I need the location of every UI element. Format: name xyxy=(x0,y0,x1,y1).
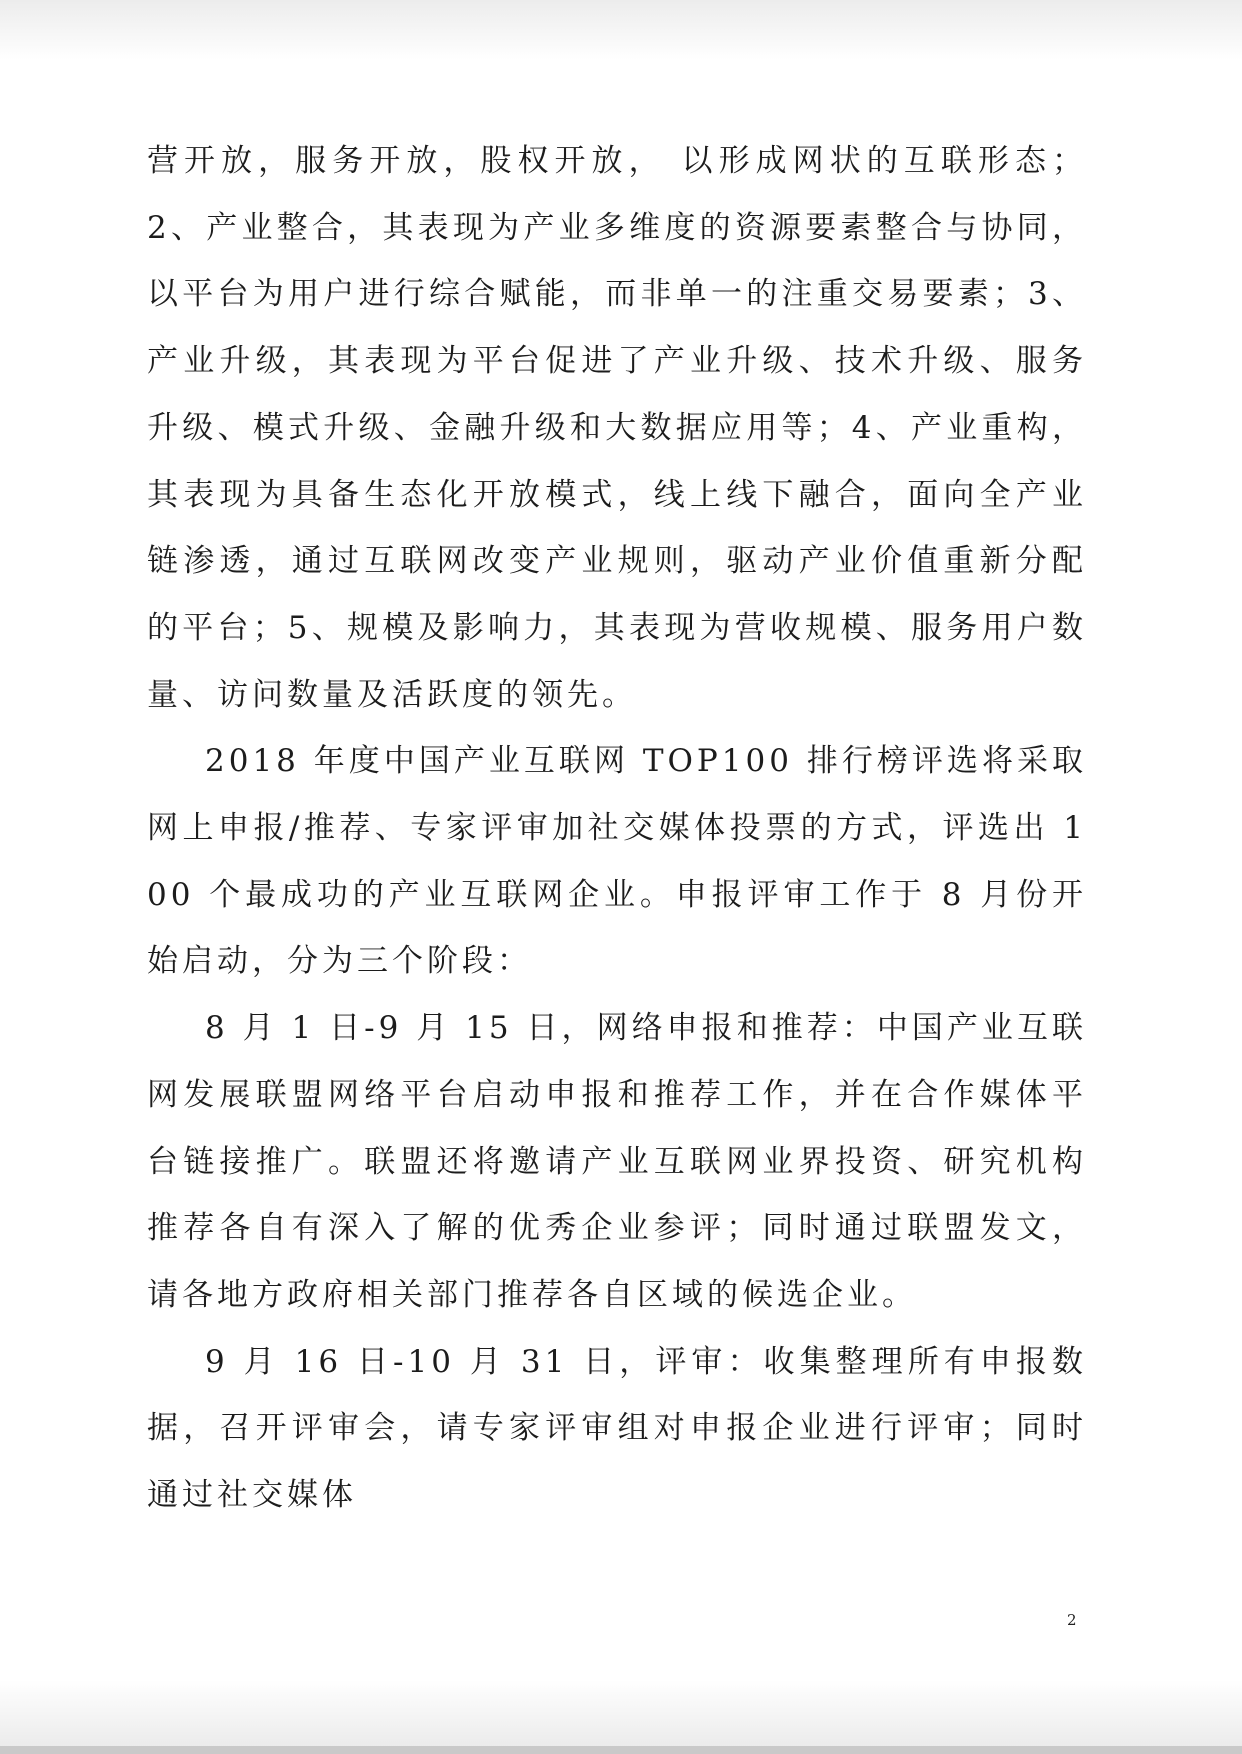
scan-edge-bottom xyxy=(0,1746,1242,1754)
scan-shadow-bottom xyxy=(0,1680,1242,1754)
paragraph-stage-1: 8 月 1 日-9 月 15 日，网络申报和推荐：中国产业互联网发展联盟网络平台启动申报和推荐工作，并在合作媒体平台链接推广。联盟还将邀请产业互联网业界投资、研究机构推荐各自有深入了解的优秀企业参评；同时通过联盟发文，请各地方政府相关部门推荐各自区域的候选企业。 xyxy=(147,1010,1087,1313)
page-number: 2 xyxy=(1067,1611,1077,1629)
scan-shadow-top xyxy=(0,0,1242,60)
paragraph-selection-method: 2018 年度中国产业互联网 TOP100 排行榜评选将采取网上申报/推荐、专家评审加社交媒体投票的方式，评选出 100 个最成功的产业互联网企业。申报评审工作于 8 月份开始启动，分为三个阶段： xyxy=(147,743,1087,980)
paragraph-criteria-continued: 营开放，服务开放，股权开放， 以形成网状的互联形态；2、产业整合，其表现为产业多维度的资源要素整合与协同，以平台为用户进行综合赋能，而非单一的注重交易要素；3、产业升级，其表现为平台促进了产业升级、技术升级、服务升级、模式升级、金融升级和大数据应用等；4、产业重构，其表现为具备生态化开放模式，线上线下融合，面向全产业链渗透，通过互联网改变产业规则，驱动产业价值重新分配的平台；5、规模及影响力，其表现为营收规模、服务用户数量、访问数量及活跃度的领先。 xyxy=(147,143,1087,713)
document-body xyxy=(147,128,1087,1529)
paragraph-stage-2: 9 月 16 日-10 月 31 日，评审：收集整理所有申报数据，召开评审会，请专家评审组对申报企业进行评审；同时通过社交媒体 xyxy=(147,1343,1087,1514)
